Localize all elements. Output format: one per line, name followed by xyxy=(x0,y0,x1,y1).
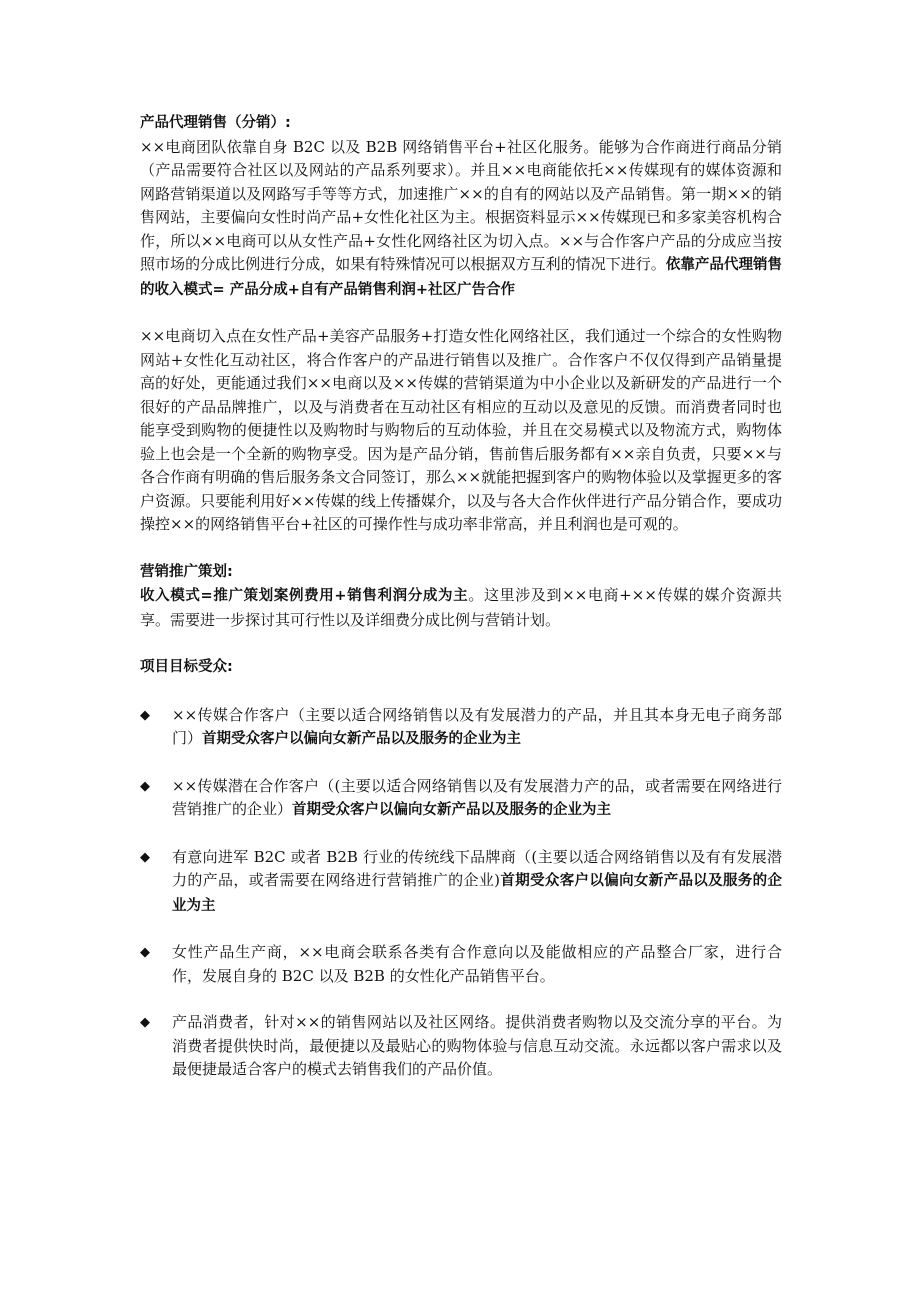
diamond-bullet-icon: ◆ xyxy=(140,778,150,794)
marketing-income-model: 收入模式=推广策划案例费用+销售利润分成为主 xyxy=(140,588,469,604)
spacer xyxy=(140,537,782,561)
spacer xyxy=(140,302,782,325)
audience-item-bold: 首期受众客户以偏向女新产品以及服务的企业为主 xyxy=(292,802,612,818)
audience-item-text: 女性产品生产商，××电商会联系各类有合作意向以及能做相应的产品整合厂家，进行合作，发展自身的 B2C 以及 B2B 的女性化产品销售平台。 xyxy=(172,943,782,985)
spacer xyxy=(140,632,782,656)
audience-item-text: 产品消费者，针对××的销售网站以及社区网络。提供消费者购物以及交流分享的平台。为消费者提供快时尚，最便捷以及最贴心的购物体验与信息互动交流。永远都以客户需求以及最便捷最适合客户的模式去销售我们的产品价值。 xyxy=(172,1013,782,1078)
marketing-body: 。这里涉及到××电商+××传媒的媒介资源共享。需要进一步探讨其可行性以及详细费分成比例与营销计划。 xyxy=(140,586,782,629)
diamond-bullet-icon: ◆ xyxy=(140,945,150,960)
document-page xyxy=(140,112,782,1082)
marketing-paragraph xyxy=(140,584,782,632)
diamond-bullet-icon: ◆ xyxy=(140,849,150,865)
distribution-heading: 产品代理销售（分销）: xyxy=(140,115,291,131)
audience-list xyxy=(140,704,782,1082)
audience-item-text: ××传媒合作客户（主要以适合网络销售以及有发展潜力的产品，并且其本身无电子商务部门） xyxy=(172,705,782,747)
audience-item-text: ××传媒潜在合作客户（(主要以适合网络销售以及有发展潜力产的品，或者需要在网络进行营销推广的企业） xyxy=(172,776,782,818)
audience-item-text: 有意向进军 B2C 或者 B2B 行业的传统线下品牌商（(主要以适合网络销售以及有有发展潜力的产品，或者需要在网络进行营销推广的企业) xyxy=(172,847,782,889)
diamond-bullet-icon: ◆ xyxy=(140,707,150,723)
distribution-income-model: 依靠产品代理销售的收入模式= 产品分成+自有产品销售利润+社区广告合作 xyxy=(140,257,782,298)
list-item xyxy=(140,704,782,752)
distribution-body: ××电商团队依靠自身 B2C 以及 B2B 网络销售平台+社区化服务。能够为合作商进行商品分销（产品需要符合社区以及网站的产品系列要求）。并且××电商能依托××传媒现有的媒体资源和网路营销渠道以及网路写手等等方式，加速推广××的自有的网站以及产品销售。第一期××的销售网站，主要偏向女性时尚产品+女性化社区为主。根据资料显示××传媒现已和多家美容机构合作，所以××电商可以从女性产品+女性化网络社区为切入点。××与合作客户产品的分成应当按照市场的分成比例进行分成，如果有特殊情况可以根据双方互利的情况下进行。 xyxy=(140,137,782,273)
list-item xyxy=(140,846,782,919)
spacer xyxy=(140,680,782,704)
distribution-paragraph xyxy=(140,136,782,303)
entry-point-paragraph: ××电商切入点在女性产品+美容产品服务+打造女性化网络社区，我们通过一个综合的女性购物网站+女性化互动社区，将合作客户的产品进行销售以及推广。合作客户不仅仅得到产品销量提高的好处，更能通过我们××电商以及××传媒的营销渠道为中小企业以及新研发的产品进行一个很好的产品品牌推广，以及与消费者在互动社区有相应的互动以及意见的反馈。而消费者同时也能享受到购物的便捷性以及购物时与购物后的互动体验，并且在交易模式以及物流方式，购物体验上也会是一个全新的购物享受。因为是产品分销，售前售后服务都有××亲自负责，只要××与各合作商有明确的售后服务条文合同签订，那么××就能把握到客户的购物体验以及掌握更多的客户资源。只要能利用好××传媒的线上传播媒介，以及与各大合作伙伴进行产品分销合作，要成功操控××的网络销售平台+社区的可操作性与成功率非常高，并且利润也是可观的。 xyxy=(140,327,782,533)
list-item xyxy=(140,775,782,823)
list-item xyxy=(140,1011,782,1082)
audience-item-bold: 首期受众客户以偏向女新产品以及服务的企业为主 xyxy=(172,873,782,914)
audience-item-bold: 首期受众客户以偏向女新产品以及服务的企业为主 xyxy=(202,731,522,747)
diamond-bullet-icon: ◆ xyxy=(140,1015,150,1030)
list-item xyxy=(140,941,782,988)
marketing-heading: 营销推广策划: xyxy=(140,563,233,580)
audience-heading: 项目目标受众: xyxy=(140,659,233,675)
